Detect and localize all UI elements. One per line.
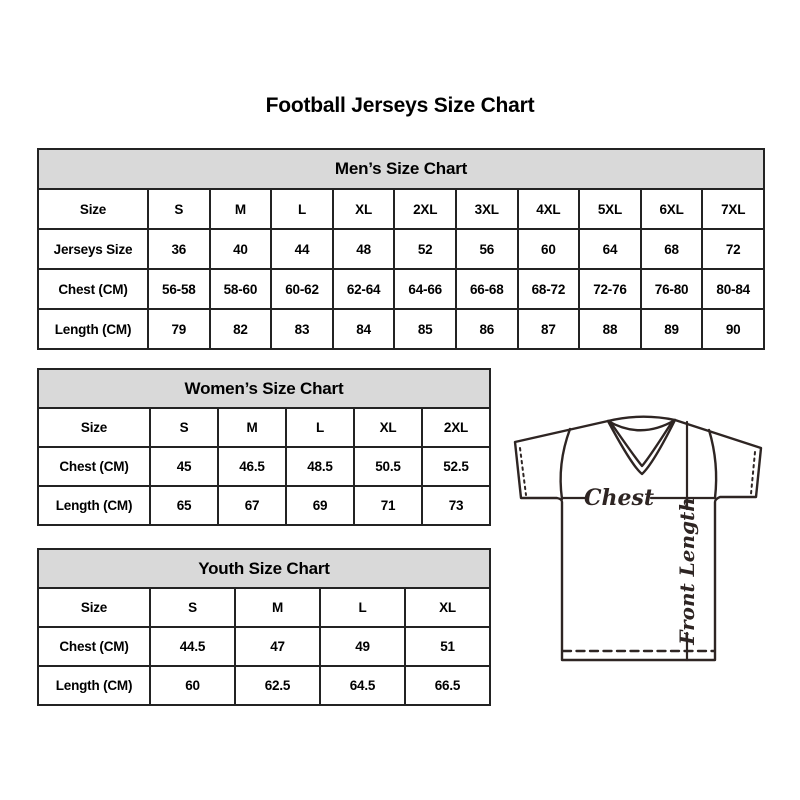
women-cell-0-2: M xyxy=(218,408,286,447)
women-table-title: Women’s Size Chart xyxy=(38,369,490,408)
women-cell-2-4: 71 xyxy=(354,486,422,525)
men-cell-0-6: 3XL xyxy=(456,189,518,229)
youth-row-label-0: Size xyxy=(38,588,150,627)
women-cell-0-1: S xyxy=(150,408,218,447)
men-cell-1-9: 68 xyxy=(641,229,703,269)
men-cell-1-3: 44 xyxy=(271,229,333,269)
women-cell-1-2: 46.5 xyxy=(218,447,286,486)
women-table-row-2 xyxy=(38,486,490,525)
women-cell-1-4: 50.5 xyxy=(354,447,422,486)
women-cell-1-5: 52.5 xyxy=(422,447,490,486)
men-cell-2-7: 68-72 xyxy=(518,269,580,309)
men-cell-1-8: 64 xyxy=(579,229,641,269)
women-cell-2-1: 65 xyxy=(150,486,218,525)
men-cell-3-5: 85 xyxy=(394,309,456,349)
youth-row-label-1: Chest (CM) xyxy=(38,627,150,666)
women-cell-1-3: 48.5 xyxy=(286,447,354,486)
men-cell-2-6: 66-68 xyxy=(456,269,518,309)
men-table-title: Men’s Size Chart xyxy=(38,149,764,189)
men-cell-0-4: XL xyxy=(333,189,395,229)
women-cell-2-2: 67 xyxy=(218,486,286,525)
youth-cell-0-1: S xyxy=(150,588,235,627)
youth-table-row-1 xyxy=(38,627,490,666)
men-cell-2-1: 56-58 xyxy=(148,269,210,309)
men-cell-0-7: 4XL xyxy=(518,189,580,229)
youth-cell-0-4: XL xyxy=(405,588,490,627)
jersey-outline xyxy=(515,417,761,660)
women-cell-2-5: 73 xyxy=(422,486,490,525)
men-cell-1-6: 56 xyxy=(456,229,518,269)
jersey-diagram-svg xyxy=(505,406,770,671)
men-row-label-3: Length (CM) xyxy=(38,309,148,349)
men-table-row-3 xyxy=(38,309,764,349)
women-cell-0-4: XL xyxy=(354,408,422,447)
youth-cell-1-4: 51 xyxy=(405,627,490,666)
men-cell-1-10: 72 xyxy=(702,229,764,269)
men-cell-3-7: 87 xyxy=(518,309,580,349)
womens-size-table xyxy=(37,368,491,526)
men-cell-0-2: M xyxy=(210,189,272,229)
page-title: Football Jerseys Size Chart xyxy=(265,94,535,117)
men-cell-3-10: 90 xyxy=(702,309,764,349)
youth-cell-1-1: 44.5 xyxy=(150,627,235,666)
youth-cell-1-3: 49 xyxy=(320,627,405,666)
women-cell-2-3: 69 xyxy=(286,486,354,525)
men-cell-1-2: 40 xyxy=(210,229,272,269)
youth-table-title: Youth Size Chart xyxy=(38,549,490,588)
men-cell-3-9: 89 xyxy=(641,309,703,349)
men-cell-2-5: 64-66 xyxy=(394,269,456,309)
youth-table-row-0 xyxy=(38,588,490,627)
men-cell-1-1: 36 xyxy=(148,229,210,269)
youth-cell-0-2: M xyxy=(235,588,320,627)
youth-cell-0-3: L xyxy=(320,588,405,627)
jersey-measurement-diagram xyxy=(505,406,770,671)
chest-label: Chest xyxy=(583,485,655,511)
men-cell-0-5: 2XL xyxy=(394,189,456,229)
men-cell-0-3: L xyxy=(271,189,333,229)
men-cell-0-8: 5XL xyxy=(579,189,641,229)
mens-size-table xyxy=(37,148,765,350)
women-row-label-1: Chest (CM) xyxy=(38,447,150,486)
men-cell-1-5: 52 xyxy=(394,229,456,269)
men-cell-2-4: 62-64 xyxy=(333,269,395,309)
youth-cell-2-4: 66.5 xyxy=(405,666,490,705)
men-cell-3-6: 86 xyxy=(456,309,518,349)
youth-cell-2-1: 60 xyxy=(150,666,235,705)
men-cell-3-1: 79 xyxy=(148,309,210,349)
men-table-row-2 xyxy=(38,269,764,309)
youth-cell-2-3: 64.5 xyxy=(320,666,405,705)
men-table-row-0 xyxy=(38,189,764,229)
youth-size-table xyxy=(37,548,491,706)
men-row-label-1: Jerseys Size xyxy=(38,229,148,269)
women-cell-0-5: 2XL xyxy=(422,408,490,447)
men-cell-0-10: 7XL xyxy=(702,189,764,229)
men-cell-1-4: 48 xyxy=(333,229,395,269)
women-table-row-1 xyxy=(38,447,490,486)
men-cell-2-8: 72-76 xyxy=(579,269,641,309)
men-cell-3-4: 84 xyxy=(333,309,395,349)
men-cell-2-3: 60-62 xyxy=(271,269,333,309)
women-table-row-0 xyxy=(38,408,490,447)
youth-cell-2-2: 62.5 xyxy=(235,666,320,705)
men-cell-2-10: 80-84 xyxy=(702,269,764,309)
men-row-label-2: Chest (CM) xyxy=(38,269,148,309)
women-row-label-0: Size xyxy=(38,408,150,447)
women-cell-0-3: L xyxy=(286,408,354,447)
men-cell-3-8: 88 xyxy=(579,309,641,349)
men-cell-2-9: 76-80 xyxy=(641,269,703,309)
men-table-row-1 xyxy=(38,229,764,269)
men-cell-1-7: 60 xyxy=(518,229,580,269)
men-cell-3-2: 82 xyxy=(210,309,272,349)
youth-table-row-2 xyxy=(38,666,490,705)
youth-cell-1-2: 47 xyxy=(235,627,320,666)
men-cell-0-1: S xyxy=(148,189,210,229)
women-row-label-2: Length (CM) xyxy=(38,486,150,525)
front-length-label: Front Length xyxy=(675,497,699,645)
men-cell-3-3: 83 xyxy=(271,309,333,349)
women-cell-1-1: 45 xyxy=(150,447,218,486)
men-row-label-0: Size xyxy=(38,189,148,229)
youth-row-label-2: Length (CM) xyxy=(38,666,150,705)
jersey-line-art xyxy=(515,417,761,660)
men-cell-0-9: 6XL xyxy=(641,189,703,229)
men-cell-2-2: 58-60 xyxy=(210,269,272,309)
